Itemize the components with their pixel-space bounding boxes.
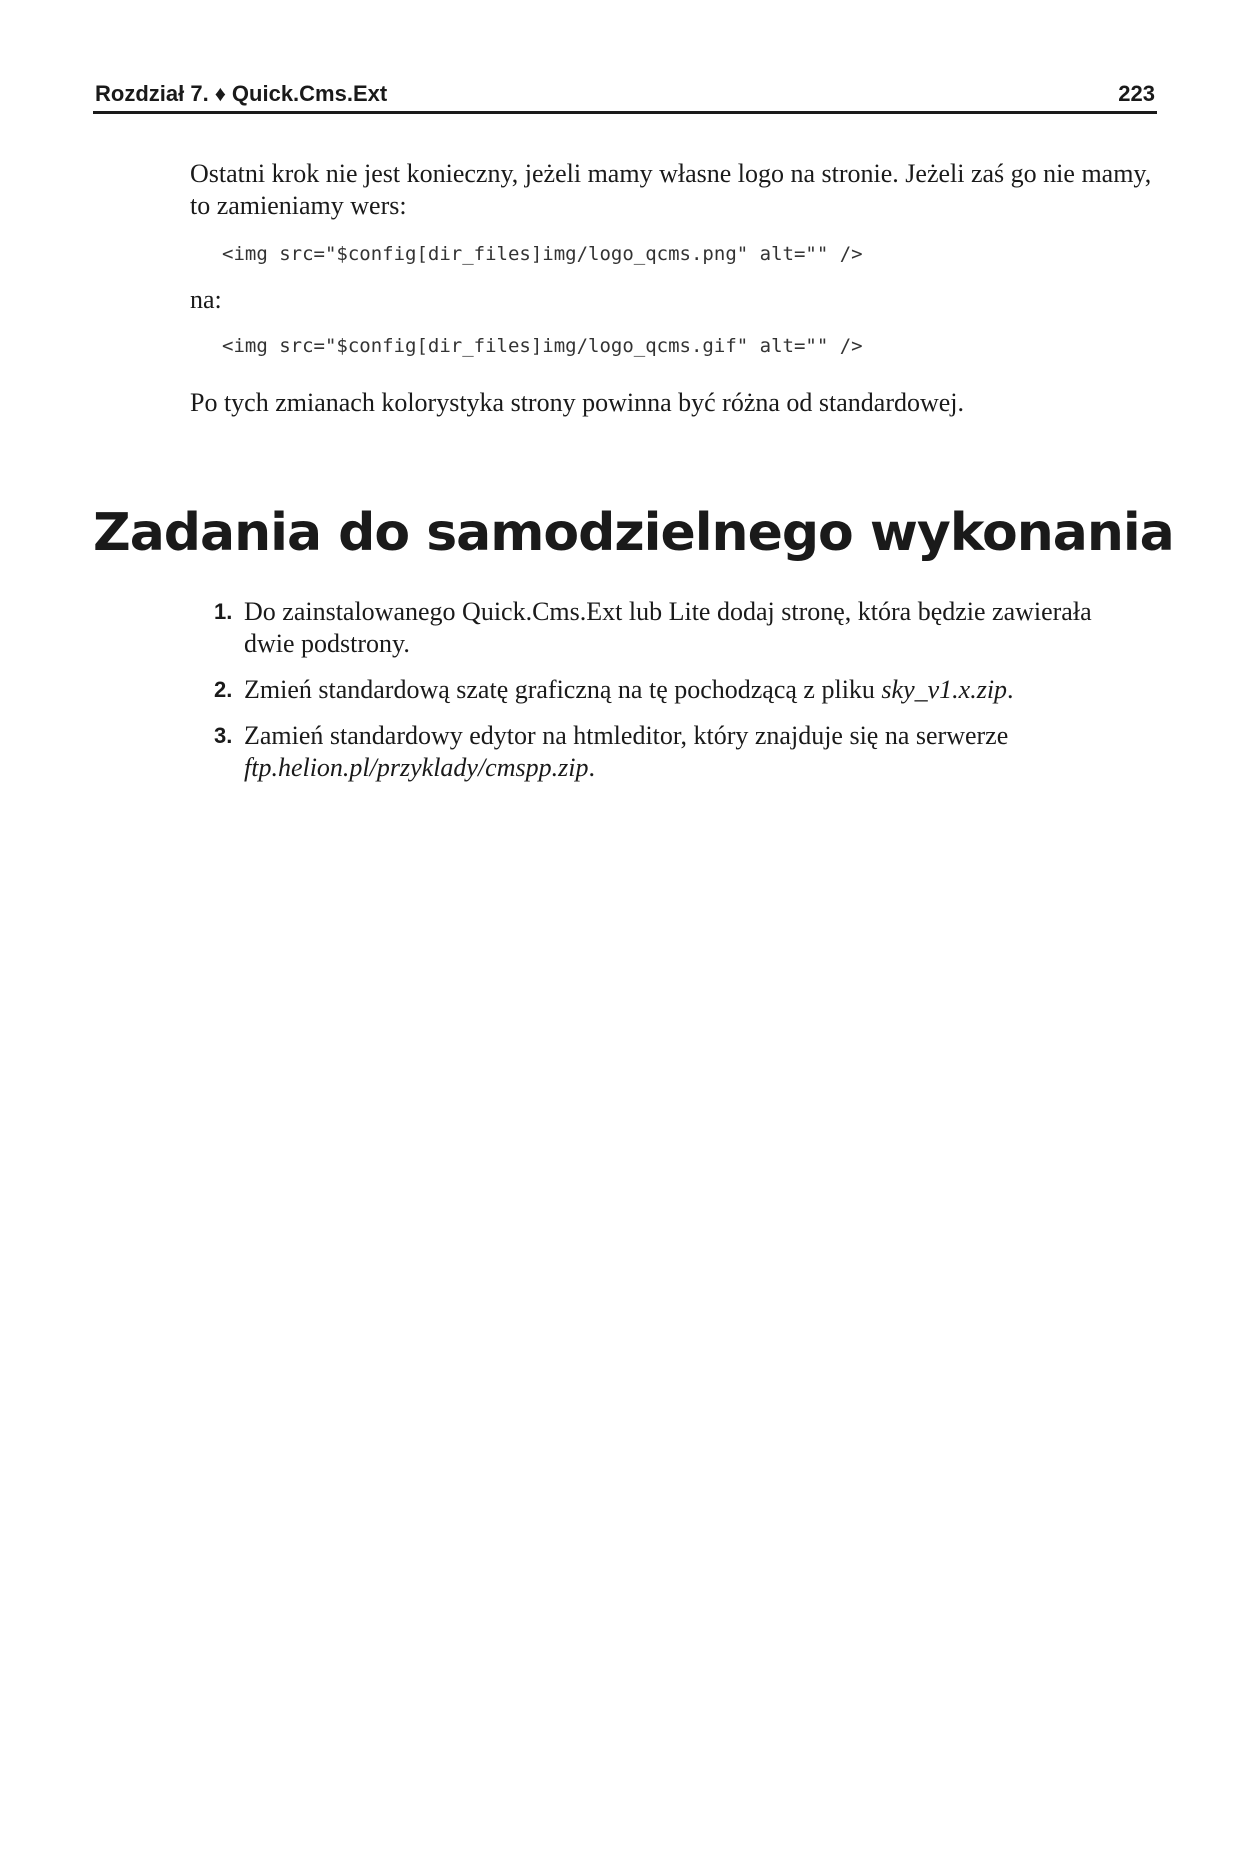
file-name: sky_v1.x.zip xyxy=(881,675,1008,704)
item-number: 2. xyxy=(214,677,233,702)
task-list xyxy=(214,596,1094,798)
item-text: Do zainstalowanego Quick.Cms.Ext lub Lite dodaj stronę, która będzie zawierała dwie podstrony. xyxy=(244,597,1092,658)
server-path: ftp.helion.pl/przyklady/cmspp.zip xyxy=(244,753,589,782)
item-text-end: . xyxy=(588,753,595,782)
list-item xyxy=(214,596,1094,660)
item-text: Zamień standardowy edytor na htmleditor, który znajduje się na serwerze xyxy=(244,721,1009,750)
item-text-end: . xyxy=(1007,675,1014,704)
item-number: 3. xyxy=(214,723,233,748)
chapter-title: Quick.Cms.Ext xyxy=(231,81,388,106)
item-number: 1. xyxy=(214,599,233,624)
code-line: <img src="$config[dir_files]img/logo_qcms.gif" alt="" /> xyxy=(222,335,863,357)
list-item xyxy=(214,720,1094,784)
item-text: Zmień standardową szatę graficzną na tę pochodzącą z pliku xyxy=(244,675,882,704)
paragraph: Po tych zmianach kolorystyka strony powinna być różna od standardowej. xyxy=(190,388,965,417)
paragraph: Ostatni krok nie jest konieczny, jeżeli mamy własne logo na stronie. Jeżeli zaś go nie mamy, to zamieniamy wers: xyxy=(190,159,1152,220)
list-item xyxy=(214,674,1094,706)
page-number: 223 xyxy=(1118,81,1155,106)
section-heading: Zadania do samodzielnego wykonania xyxy=(93,503,1174,563)
running-head xyxy=(95,78,1155,110)
paragraph: na: xyxy=(190,285,222,314)
header-rule xyxy=(93,111,1157,114)
diamond-icon: ♦ xyxy=(214,81,226,106)
running-head-chapter xyxy=(95,78,387,110)
chapter-label: Rozdział 7. xyxy=(95,81,209,106)
code-line: <img src="$config[dir_files]img/logo_qcms.png" alt="" /> xyxy=(222,243,863,265)
